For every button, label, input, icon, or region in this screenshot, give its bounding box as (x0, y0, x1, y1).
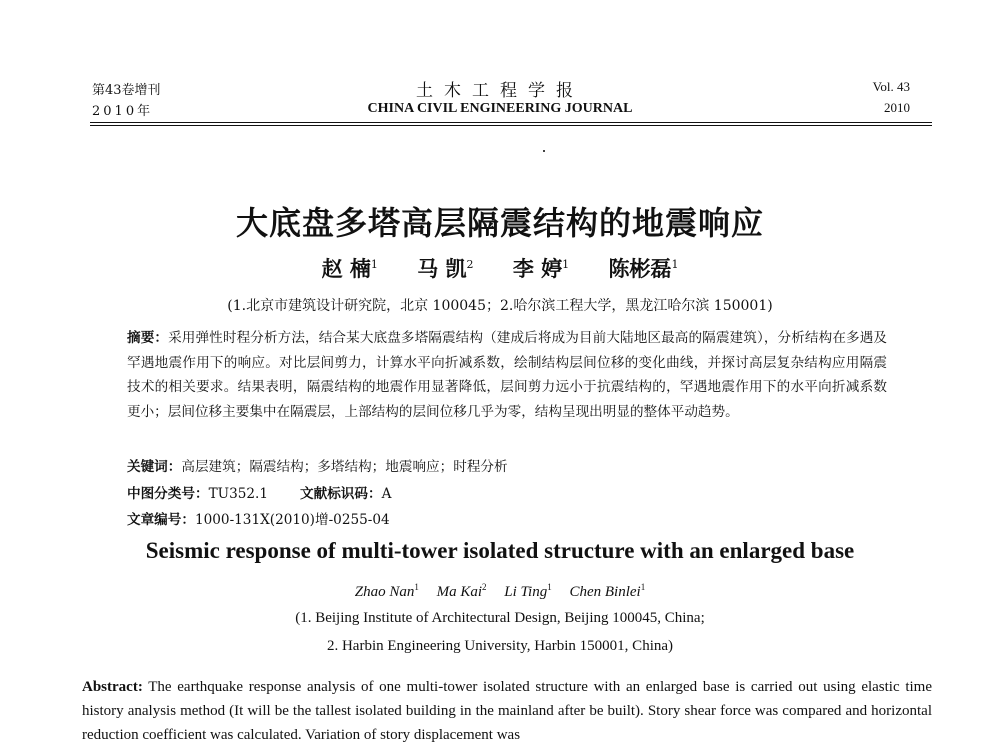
header-issue: 第43卷增刊 (92, 83, 161, 98)
author-en (569, 584, 645, 600)
author-cn-sup: 2 (466, 258, 474, 271)
author-en-name: Li Ting (504, 584, 548, 600)
keywords-label: 关键词： (127, 459, 182, 475)
author-cn (322, 256, 378, 281)
header-volume: Vol. 43 (872, 79, 910, 94)
author-en-sup: 2 (482, 582, 487, 592)
scan-dot (543, 150, 545, 152)
affiliation-en-2: 2. Harbin Engineering University, Harbin 150001, China) (326, 638, 674, 654)
author-cn-sup: 1 (370, 258, 378, 271)
header-journal-en: CHINA CIVIL ENGINEERING JOURNAL (367, 101, 633, 116)
author-en-name: Ma Kai (436, 584, 483, 600)
author-cn-name: 陈彬磊 (608, 256, 672, 281)
author-cn (608, 256, 678, 281)
header-year: 2010 (884, 100, 910, 115)
clc-label: 中图分类号： (127, 486, 209, 502)
abstract-en-label: Abstract: (82, 679, 143, 695)
title-en: Seismic response of multi-tower isolated structure with an enlarged base (145, 538, 855, 563)
header-year-cn: 2010年 (92, 104, 154, 119)
classification-line (127, 482, 391, 502)
header-journal-cn: 土木工程学报 (416, 81, 584, 101)
title-cn: 大底盘多塔高层隔震结构的地震响应 (235, 204, 764, 242)
article-number-line (127, 508, 390, 528)
abstract-en (82, 675, 932, 747)
keywords-text: 高层建筑；隔震结构；多塔结构；地震响应；时程分析 (181, 459, 508, 475)
header-rule-top (90, 122, 932, 123)
abstract-en-text: The earthquake response analysis of one multi-tower isolated structure with an enlarged base is carried out using elastic time history analysis method (It will be the tallest isolated building in the mainland after be built). Story shear force was compared and horizontal reduction coefficient was calculated. Variation of story displacement was (82, 679, 932, 743)
abstract-cn-text: 采用弹性时程分析方法，结合某大底盘多塔隔震结构（建成后将成为目前大陆地区最高的隔震建筑），分析结构在多遇及罕遇地震作用下的响应。对比层间剪力，计算水平向折减系数，绘制结构层间位移的变化曲线，并探讨高层复杂结构应用隔震技术的相关要求。结果表明，隔震结构的地震作用显著降低，层间剪力远小于抗震结构的，罕遇地震作用下的水平向折减系数更小；层间位移主要集中在隔震层，上部结构的层间位移几乎为零，结构呈现出明显的整体平动趋势。 (127, 330, 888, 420)
abstract-cn-label: 摘要： (127, 330, 169, 346)
abstract-cn (127, 326, 887, 424)
affiliation-cn: (1.北京市建筑设计研究院，北京 100045；2.哈尔滨工程大学，黑龙江哈尔滨 150001) (227, 298, 773, 314)
authors-cn (0, 253, 1000, 283)
author-en-name: Chen Binlei (569, 584, 641, 600)
author-cn-name: 马 凯 (417, 256, 467, 281)
author-en-sup: 1 (547, 582, 552, 592)
author-en (437, 584, 487, 600)
affiliation-en-1: (1. Beijing Institute of Architectural Design, Beijing 100045, China; (295, 610, 705, 626)
doc-code-value: A (381, 486, 392, 502)
clc-value: TU352.1 (208, 486, 269, 502)
author-en (504, 584, 551, 600)
author-en (355, 584, 419, 600)
author-cn-name: 赵 楠 (321, 256, 371, 281)
author-en-sup: 1 (640, 582, 646, 592)
author-en-sup: 1 (414, 582, 419, 592)
author-cn (513, 256, 569, 281)
header-rule-bottom (90, 125, 932, 126)
author-cn-sup: 1 (671, 258, 679, 271)
keywords-cn (127, 455, 508, 475)
author-cn-sup: 1 (562, 258, 570, 271)
author-cn (417, 256, 473, 281)
author-en-name: Zhao Nan (354, 584, 415, 600)
article-no-value: 1000-131X(2010)增-0255-04 (194, 512, 390, 528)
author-cn-name: 李 婷 (512, 256, 563, 281)
doc-code-label: 文献标识码： (300, 486, 382, 502)
article-no-label: 文章编号： (127, 512, 195, 528)
authors-en (0, 582, 1000, 601)
